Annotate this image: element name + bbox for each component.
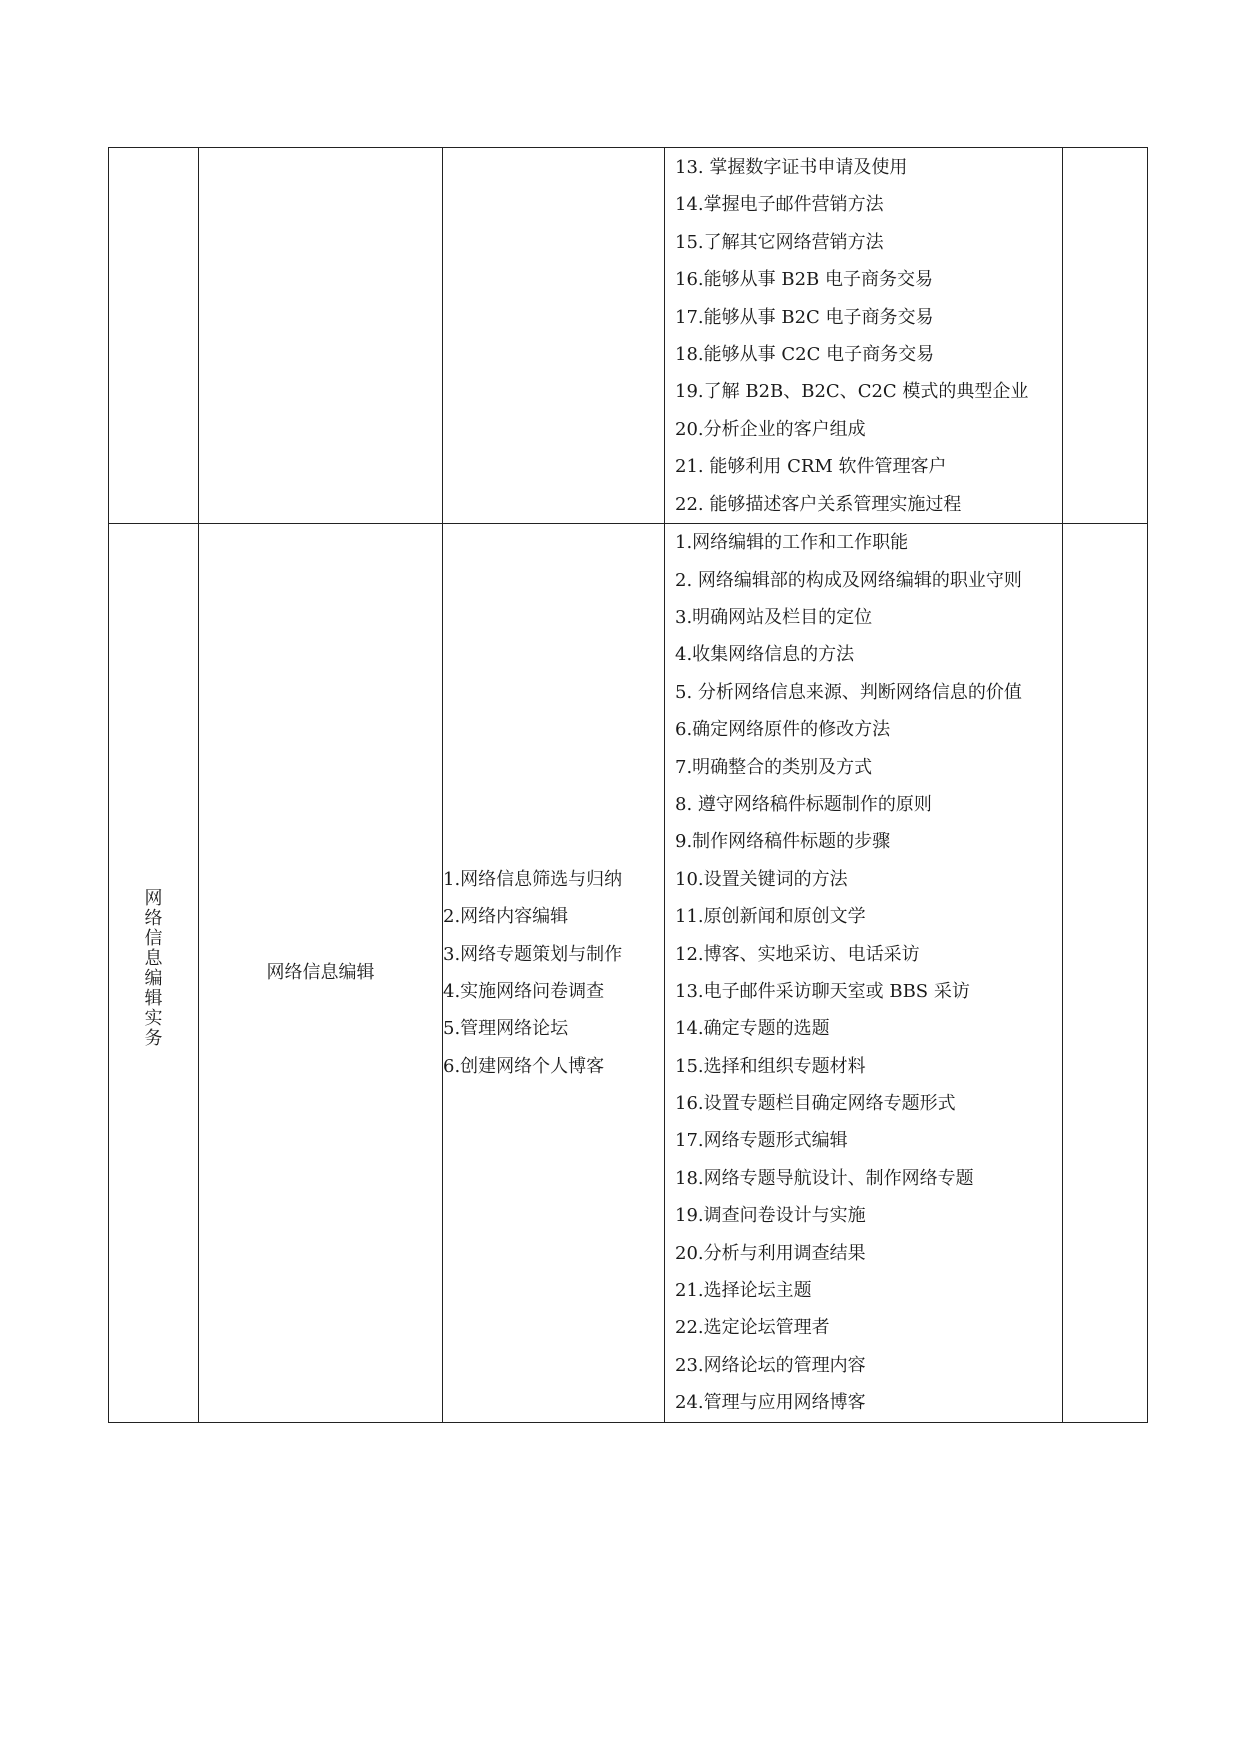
list-item: 19.调查问卷设计与实施 (675, 1205, 866, 1227)
list-item: 22. 能够描述客户关系管理实施过程 (675, 493, 962, 515)
items-cell (665, 148, 1063, 524)
list-item: 17.能够从事 B2C 电子商务交易 (675, 306, 934, 328)
list-item: 23.网络论坛的管理内容 (675, 1354, 866, 1376)
list-item: 16.能够从事 B2B 电子商务交易 (675, 269, 933, 291)
work-cell (199, 523, 443, 1422)
list-item: 10.设置关键词的方法 (675, 868, 848, 890)
tasks-list (443, 861, 664, 1085)
list-item: 17.网络专题形式编辑 (675, 1130, 848, 1152)
work-name: 网络信息编辑 (266, 962, 375, 984)
work-cell (199, 148, 443, 524)
list-item: 1.网络信息筛选与归纳 (443, 868, 623, 890)
list-item: 3.明确网站及栏目的定位 (675, 607, 873, 628)
table-row (109, 523, 1148, 1422)
list-item: 1.网络编辑的工作和工作职能 (675, 532, 909, 554)
module-cell (109, 523, 199, 1422)
list-item: 9.制作网络稿件标题的步骤 (675, 831, 891, 853)
list-item: 4.实施网络问卷调查 (443, 980, 605, 1002)
list-item: 13. 掌握数字证书申请及使用 (675, 157, 908, 178)
list-item: 6.确定网络原件的修改方法 (675, 719, 891, 741)
list-item: 15.选择和组织专题材料 (675, 1055, 866, 1077)
list-item: 21.选择论坛主题 (675, 1280, 812, 1302)
list-item: 18.能够从事 C2C 电子商务交易 (675, 343, 935, 365)
list-item: 22.选定论坛管理者 (675, 1317, 830, 1339)
list-item: 2.网络内容编辑 (443, 906, 569, 928)
list-item: 21. 能够利用 CRM 软件管理客户 (675, 456, 947, 478)
module-name: 网络信息编辑实务 (144, 887, 163, 1049)
items-list (665, 524, 1062, 1421)
items-cell (665, 523, 1063, 1422)
module-cell (109, 148, 199, 524)
tasks-cell (443, 148, 665, 524)
table-row (109, 148, 1148, 524)
list-item: 24.管理与应用网络博客 (675, 1392, 866, 1414)
tasks-cell (443, 523, 665, 1422)
list-item: 7.明确整合的类别及方式 (675, 756, 873, 778)
list-item: 12.博客、实地采访、电话采访 (675, 943, 920, 965)
items-list (665, 148, 1062, 523)
remark-cell (1063, 148, 1148, 524)
list-item: 13.电子邮件采访聊天室或 BBS 采访 (675, 980, 970, 1002)
list-item: 2. 网络编辑部的构成及网络编辑的职业守则 (675, 569, 1022, 591)
list-item: 14.确定专题的选题 (675, 1018, 830, 1040)
list-item: 20.分析与利用调查结果 (675, 1242, 866, 1264)
list-item: 15.了解其它网络营销方法 (675, 231, 884, 253)
curriculum-table (108, 147, 1148, 1423)
list-item: 14.掌握电子邮件营销方法 (675, 194, 884, 216)
list-item: 5.管理网络论坛 (443, 1018, 569, 1040)
list-item: 16.设置专题栏目确定网络专题形式 (675, 1093, 956, 1115)
remark-cell (1063, 523, 1148, 1422)
list-item: 20.分析企业的客户组成 (675, 418, 866, 440)
list-item: 6.创建网络个人博客 (443, 1055, 605, 1077)
list-item: 19.了解 B2B、B2C、C2C 模式的典型企业 (675, 381, 1029, 403)
list-item: 18.网络专题导航设计、制作网络专题 (675, 1167, 974, 1189)
list-item: 4.收集网络信息的方法 (675, 644, 855, 666)
list-item: 3.网络专题策划与制作 (443, 943, 623, 965)
list-item: 11.原创新闻和原创文学 (675, 906, 866, 928)
list-item: 5. 分析网络信息来源、判断网络信息的价值 (675, 681, 1022, 703)
list-item: 8. 遵守网络稿件标题制作的原则 (675, 793, 932, 815)
